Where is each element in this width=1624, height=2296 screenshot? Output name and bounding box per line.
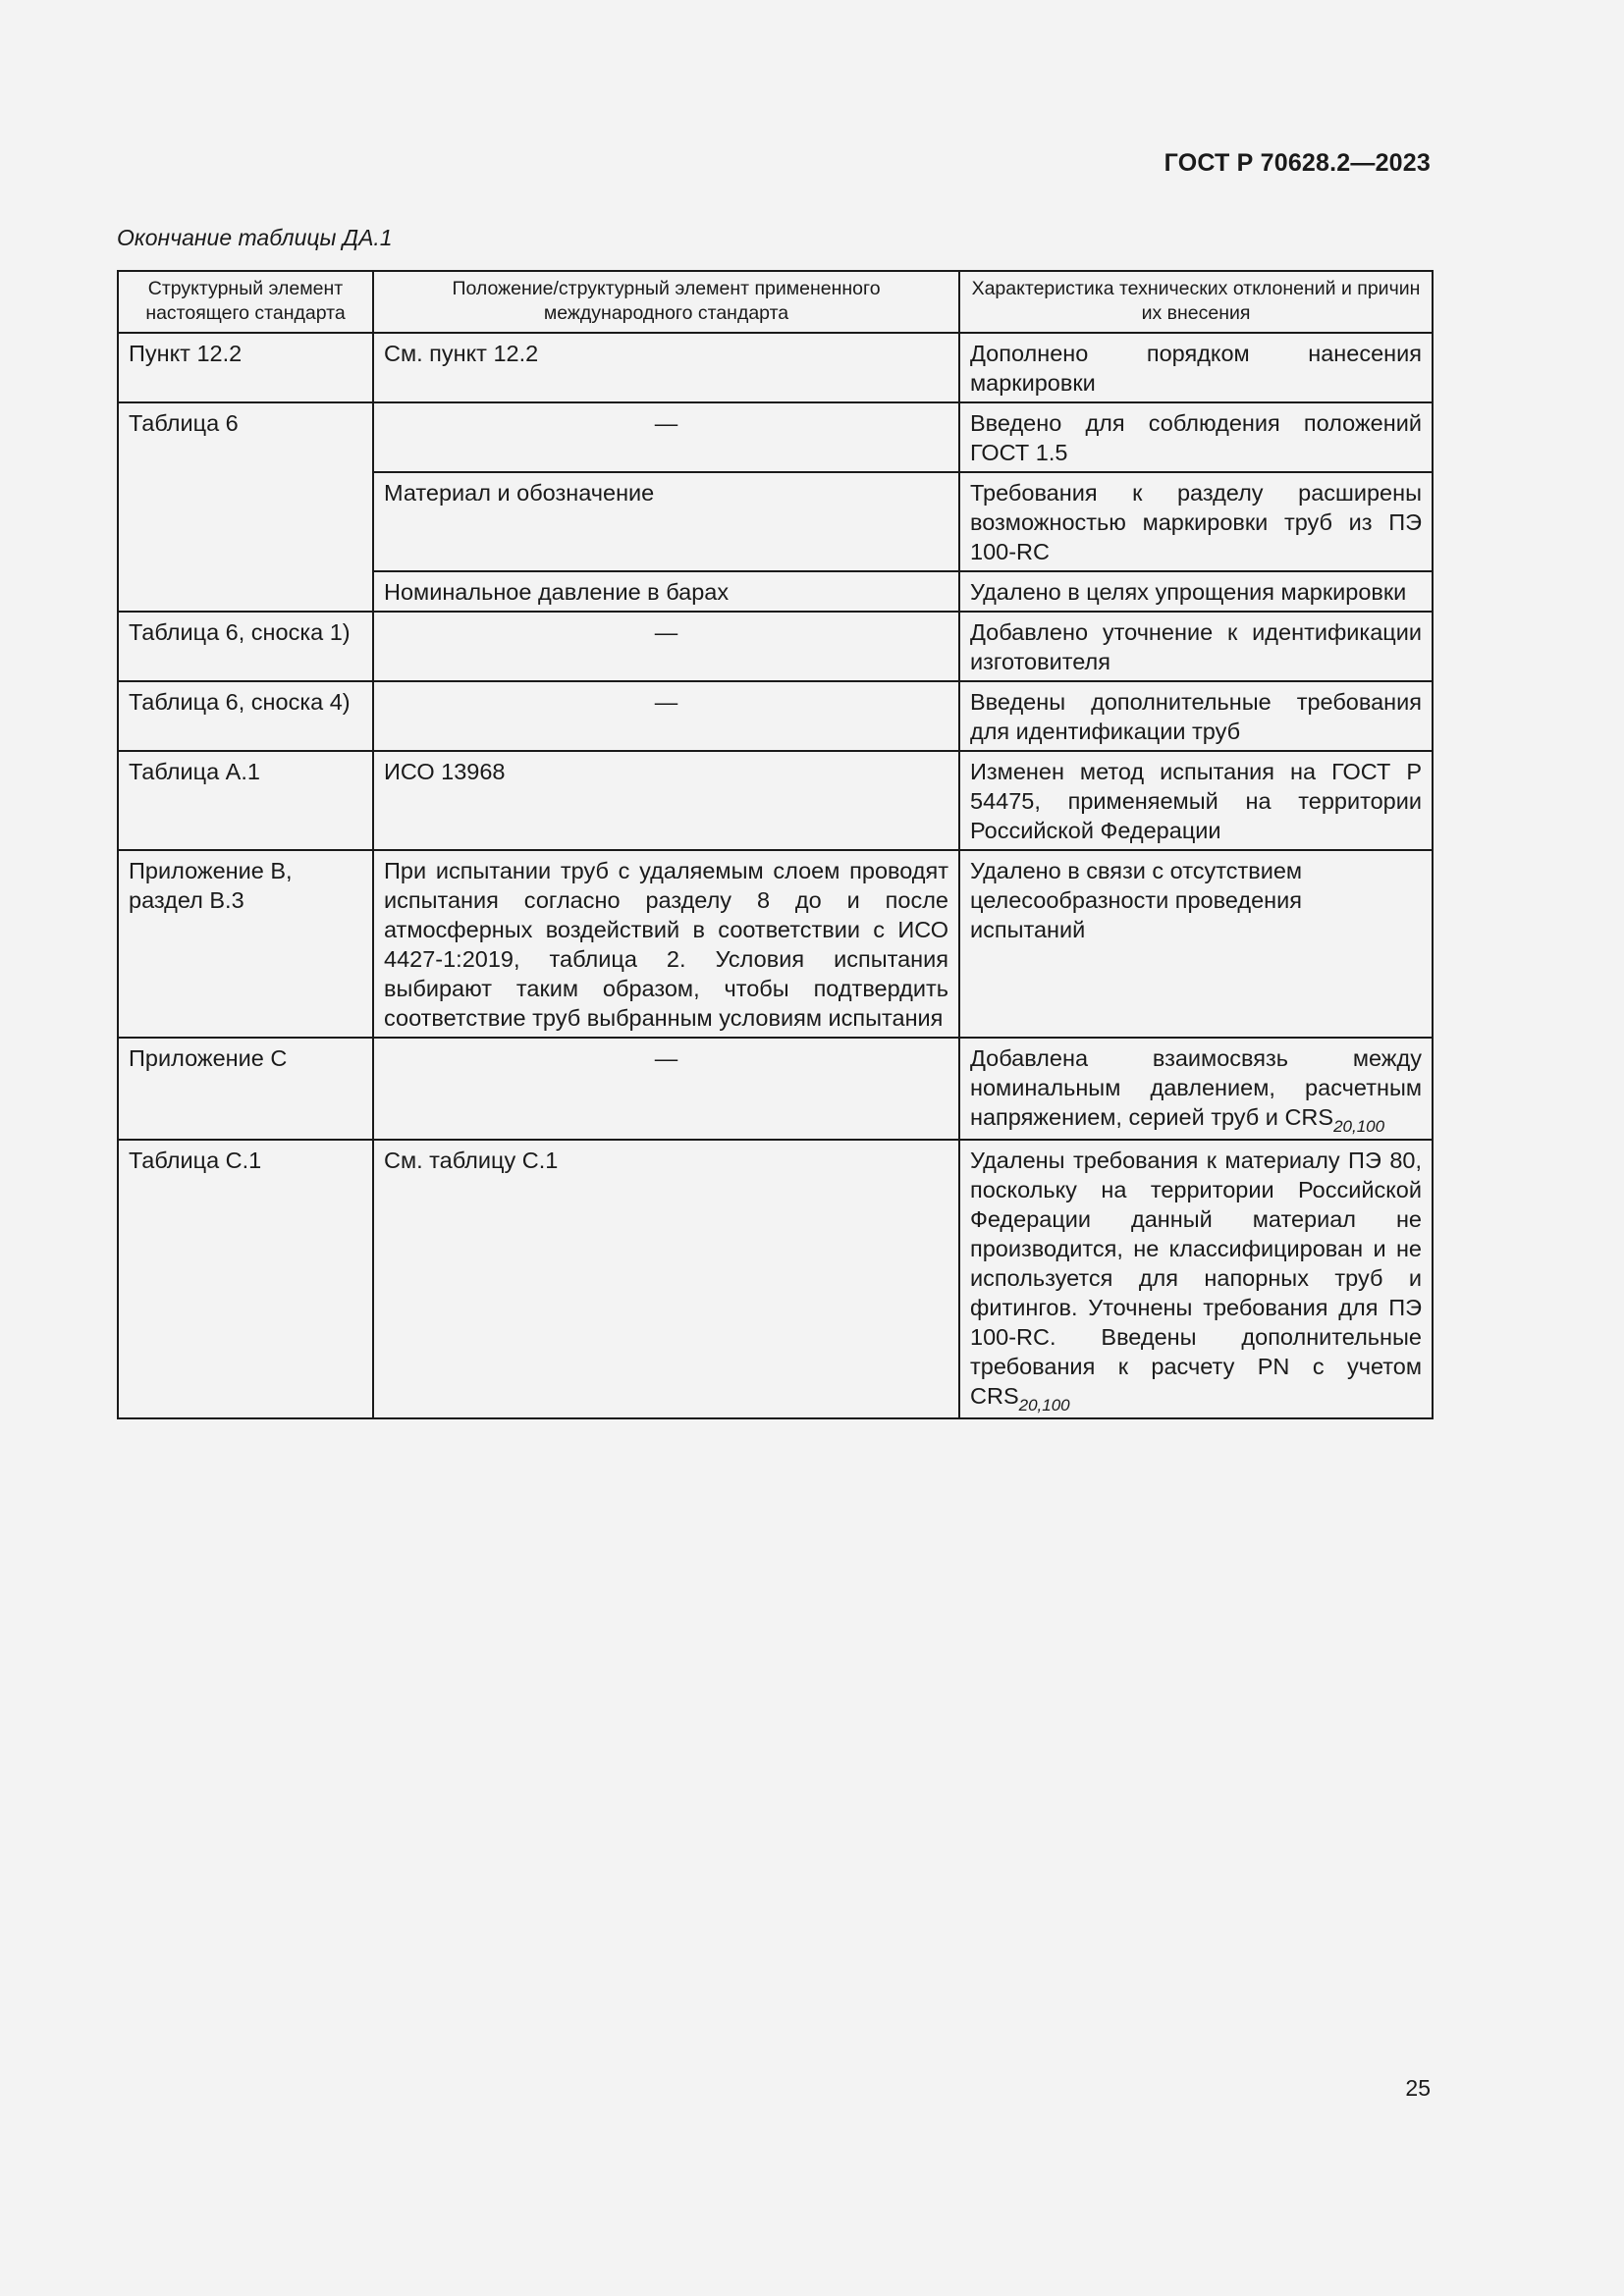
table-cell: Таблица 6, сноска 1) <box>118 612 373 681</box>
table-cell <box>959 1140 1433 1418</box>
column-header: Положение/структурный элемент примененного международного стандарта <box>373 271 959 333</box>
table-row <box>118 402 1433 472</box>
cell-text: Добавлена взаимосвязь между номинальным давлением, расчетным напряжением, серией труб и CRS <box>970 1045 1422 1130</box>
column-header: Характеристика технических отклонений и причин их внесения <box>959 271 1433 333</box>
table-row <box>118 850 1433 1038</box>
table-cell: Приложение С <box>118 1038 373 1140</box>
column-header: Структурный элемент настоящего стандарта <box>118 271 373 333</box>
page-number: 25 <box>1405 2075 1431 2101</box>
table-cell: Материал и обозначение <box>373 472 959 571</box>
deviations-table <box>117 270 1434 1419</box>
table-cell: ИСО 13968 <box>373 751 959 850</box>
table-cell: Изменен метод испытания на ГОСТ Р 54475, применяемый на территории Российской Федерации <box>959 751 1433 850</box>
table-cell: Добавлено уточнение к идентификации изготовителя <box>959 612 1433 681</box>
table-cell: Пункт 12.2 <box>118 333 373 402</box>
table-cell: Номинальное давление в барах <box>373 571 959 612</box>
table-cell: Дополнено порядком нанесения маркировки <box>959 333 1433 402</box>
table-cell: См. пункт 12.2 <box>373 333 959 402</box>
table-row <box>118 1140 1433 1418</box>
subscript: 20,100 <box>1018 1396 1070 1415</box>
table-cell: Введены дополнительные требования для идентификации труб <box>959 681 1433 751</box>
table-cell: Требования к разделу расширены возможностью маркировки труб из ПЭ 100-RC <box>959 472 1433 571</box>
table-cell: Таблица 6 <box>118 402 373 612</box>
table-cell: Таблица С.1 <box>118 1140 373 1418</box>
table-cell: См. таблицу С.1 <box>373 1140 959 1418</box>
table-row <box>118 333 1433 402</box>
table-caption: Окончание таблицы ДА.1 <box>117 225 393 250</box>
table-header-row <box>118 271 1433 333</box>
table-cell: — <box>373 402 959 472</box>
table-cell: Приложение В, раздел В.3 <box>118 850 373 1038</box>
table-cell: — <box>373 681 959 751</box>
cell-text: Удалены требования к материалу ПЭ 80, поскольку на территории Российской Федерации данный материал не производится, не классифицирован и не используется для напорных труб и фитингов. Уточнены требования для ПЭ 100-RC. Введены дополнительные требования к расчету PN с учетом CRS <box>970 1148 1422 1409</box>
table-cell: — <box>373 1038 959 1140</box>
table-cell: — <box>373 612 959 681</box>
table-row <box>118 751 1433 850</box>
table-cell: При испытании труб с удаляемым слоем проводят испытания согласно разделу 8 до и после атмосферных воздействий в соответствии с ИСО 4427-1:2019, таблица 2. Условия испытания выбирают таким образом, чтобы подтвердить соответствие труб выбранным условиям испытания <box>373 850 959 1038</box>
table-cell: Таблица А.1 <box>118 751 373 850</box>
table-cell: Удалено в целях упрощения маркировки <box>959 571 1433 612</box>
table-cell <box>959 1038 1433 1140</box>
table-row <box>118 681 1433 751</box>
table-cell: Введено для соблюдения положений ГОСТ 1.5 <box>959 402 1433 472</box>
table-cell: Удалено в связи с отсутствием целесообразности проведения испытаний <box>959 850 1433 1038</box>
document-code: ГОСТ Р 70628.2—2023 <box>1164 149 1431 177</box>
table-row <box>118 1038 1433 1140</box>
table-row <box>118 612 1433 681</box>
table-cell: Таблица 6, сноска 4) <box>118 681 373 751</box>
subscript: 20,100 <box>1333 1117 1385 1136</box>
